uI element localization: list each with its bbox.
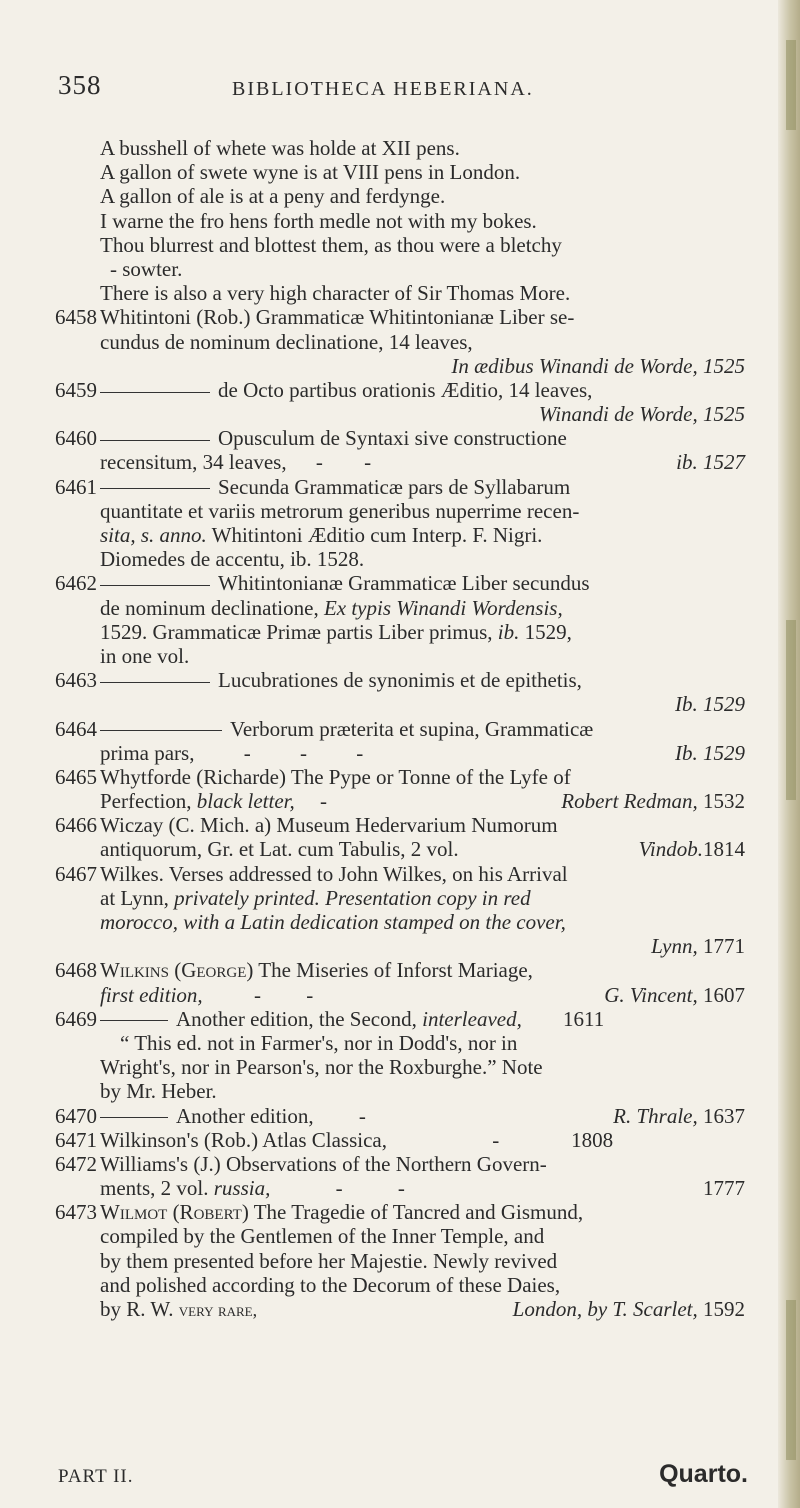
entry-text: first edition,: [100, 982, 203, 1007]
imprint: Lynn,: [651, 934, 698, 959]
ditto-rule: [100, 730, 222, 731]
entry-text: interleaved,: [422, 1006, 522, 1031]
verse-line: A gallon of swete wyne is at VIII pens in London.: [100, 160, 521, 185]
catalogue-entry-6467: [55, 862, 745, 886]
entry-text: Diomedes de accentu, ib. 1528.: [100, 547, 365, 572]
entry-number: 6471: [55, 1127, 97, 1152]
entry-text: cundus de nominum declinatione, 14 leaves,: [100, 329, 473, 354]
entry-number: 6468: [55, 958, 97, 983]
entry-text: de Octo partibus orationis Æditio, 14 leaves,: [218, 377, 593, 402]
entry-text: Another edition,: [176, 1103, 314, 1128]
entry-text: Williams's (J.) Observations of the Northern Govern-: [100, 1151, 547, 1176]
entry-number: 6465: [55, 764, 97, 789]
entry-line: [55, 596, 745, 620]
catalogue-entry-6471: [55, 1128, 745, 1152]
entry-line: [55, 741, 745, 765]
imprint: In ædibus Winandi de Worde, 1525: [451, 353, 745, 378]
entry-text: Perfection,: [100, 789, 192, 814]
entry-text: Whitintonianæ Grammaticæ Liber secundus: [218, 571, 590, 596]
ditto-rule: [100, 440, 210, 441]
entry-note: “ This ed. not in Farmer's, nor in Dodd's, nor in: [120, 1030, 518, 1055]
imprint: G. Vincent,: [604, 982, 698, 1007]
entry-date: 1611: [563, 1006, 605, 1031]
imprint: Ib. 1529: [675, 740, 745, 765]
entry-number: 6464: [55, 716, 97, 741]
entry-text: Wilkes. Verses addressed to John Wilkes, on his Arrival: [100, 861, 568, 886]
imprint: Ib. 1529: [675, 692, 745, 717]
entry-line: [55, 1176, 745, 1200]
entry-text: Another edition, the Second,: [176, 1006, 417, 1031]
entry-text: morocco, with a Latin dedication stamped on the cover,: [100, 910, 566, 934]
page-header: [58, 70, 558, 110]
author-name: Wilkins: [100, 958, 169, 983]
imprint: Ex typis Winandi Wordensis,: [323, 595, 563, 620]
entry-text: 1529. Grammaticæ Primæ partis Liber primus,: [100, 619, 493, 644]
entry-text: Wiczay (C. Mich. a) Museum Hedervarium Numorum: [100, 813, 558, 838]
entry-date: 1532: [703, 789, 745, 814]
leader-dash: -: [306, 982, 314, 1007]
verse-note: There is also a very high character of Sir Thomas More.: [100, 281, 571, 306]
leader-dash: -: [243, 740, 251, 765]
catalogue-entry-6470: [55, 1104, 745, 1128]
catalogue-entry-6460: [55, 426, 745, 450]
imprint: ib. 1527: [676, 450, 745, 475]
author-name: (Robert): [172, 1200, 249, 1225]
page-number: 358: [58, 70, 102, 100]
entry-imprint: [55, 692, 745, 716]
leader-dash: -: [397, 1176, 405, 1201]
entry-date: 1592: [703, 1297, 745, 1321]
edge-stain: [786, 620, 796, 800]
entry-text: compiled by the Gentlemen of the Inner Temple, and: [100, 1224, 545, 1249]
entry-text: 1529,: [524, 619, 572, 644]
entry-text: by them presented before her Majestie. Newly revived: [100, 1248, 558, 1273]
entry-line: [55, 886, 745, 910]
entry-text: Whytforde (Richarde) The Pype or Tonne of the Lyfe of: [100, 764, 571, 789]
entry-text: Opusculum de Syntaxi sive constructione: [218, 426, 567, 451]
entry-imprint: [55, 934, 745, 958]
leader-dash: -: [364, 450, 372, 475]
entry-note: by Mr. Heber.: [100, 1079, 217, 1104]
ditto-rule: [100, 488, 210, 489]
entry-line: [55, 450, 745, 474]
verse-line: A busshell of whete was holde at XII pens.: [100, 136, 460, 160]
entry-text: privately printed. Presentation copy in red: [174, 885, 531, 910]
catalogue-entry-6465: [55, 765, 745, 789]
edge-stain: [786, 40, 796, 130]
entry-text: Secunda Grammaticæ pars de Syllabarum: [218, 474, 571, 499]
verse-line: A gallon of ale is at a peny and ferdynge.: [100, 184, 446, 209]
entry-note: Wright's, nor in Pearson's, nor the Roxburghe.” Note: [100, 1055, 543, 1080]
entry-number: 6459: [55, 377, 97, 402]
imprint: Vindob.: [638, 837, 703, 862]
ditto-rule: [100, 585, 210, 586]
verse-line: I warne the fro hens forth medle not with my bokes.: [100, 208, 537, 233]
ditto-rule: [100, 1020, 168, 1021]
entry-text: russia,: [213, 1176, 271, 1201]
entry-line: [55, 910, 745, 934]
entry-date: 1808: [571, 1127, 614, 1152]
imprint: Winandi de Worde, 1525: [538, 402, 745, 427]
entry-text: ments, 2 vol.: [100, 1176, 209, 1201]
catalogue-entry-6466: [55, 813, 745, 837]
entry-line: [55, 789, 745, 813]
catalogue-entry-6459: [55, 378, 745, 402]
entry-text: at Lynn,: [100, 885, 169, 910]
page-edge: [778, 0, 800, 1508]
entry-text: in one vol.: [100, 643, 190, 668]
leader-dash: -: [320, 789, 328, 814]
entry-number: 6469: [55, 1006, 97, 1031]
entry-number: 6463: [55, 668, 97, 693]
entry-line: [55, 1297, 745, 1321]
leader-dash: -: [299, 740, 307, 765]
entry-imprint: [55, 354, 745, 378]
entry-imprint: [55, 402, 745, 426]
entry-text: recensitum, 34 leaves,: [100, 450, 287, 475]
entry-date: 1607: [703, 982, 745, 1007]
catalogue-entry-6458: [55, 305, 745, 329]
catalogue-entry-6463: [55, 668, 745, 692]
imprint: ib.: [497, 619, 520, 644]
catalogue-entry-6464: [55, 717, 745, 741]
entry-text: Whitintoni (Rob.) Grammaticæ Whitintonianæ Liber se-: [100, 305, 575, 330]
catalogue-entry-6473: [55, 1200, 745, 1224]
catalogue-entry-6472: [55, 1152, 745, 1176]
entry-text: The Tragedie of Tancred and Gismund,: [253, 1200, 584, 1225]
entry-number: 6470: [55, 1103, 97, 1128]
format-heading: Quarto.: [659, 1460, 748, 1488]
running-head: BIBLIOTHECA HEBERIANA.: [232, 78, 534, 100]
verse-line: - sowter.: [110, 256, 183, 281]
leader-dash: -: [358, 1103, 366, 1128]
entry-text: Verborum præterita et supina, Grammaticæ: [230, 716, 594, 741]
leader-dash: -: [315, 450, 323, 475]
entry-line: [55, 837, 745, 861]
catalogue-entry-6469: [55, 1007, 745, 1031]
entry-number: 6472: [55, 1151, 97, 1176]
entry-text: black letter,: [196, 789, 295, 814]
entry-number: 6461: [55, 474, 97, 499]
leader-dash: -: [356, 740, 364, 765]
entry-number: 6458: [55, 305, 97, 330]
entry-text: by R. W.: [100, 1297, 174, 1321]
leader-dash: -: [335, 1176, 343, 1201]
entry-text: antiquorum, Gr. et Lat. cum Tabulis, 2 vol.: [100, 837, 459, 862]
entry-date: 1777: [703, 1176, 745, 1201]
entry-text: de nominum declinatione,: [100, 595, 319, 620]
entry-text: quantitate et variis metrorum generibus nuperrime recen-: [100, 498, 580, 523]
leader-dash: -: [253, 982, 261, 1007]
entry-line: [55, 523, 745, 547]
rarity-note: very rare,: [178, 1300, 258, 1320]
catalogue-text: [55, 136, 745, 1321]
entry-text: sita, s. anno.: [100, 523, 207, 547]
entry-number: 6462: [55, 571, 97, 596]
entry-text: Whitintoni Æditio cum Interp. F. Nigri.: [211, 523, 543, 547]
author-name: Wilmot: [100, 1200, 168, 1225]
entry-line: [55, 620, 745, 644]
entry-text: Lucubrationes de synonimis et de epithetis,: [218, 668, 582, 693]
author-name: (George): [174, 958, 254, 983]
edge-stain: [786, 1300, 796, 1460]
entry-text: prima pars,: [100, 740, 195, 765]
imprint: London, by T. Scarlet,: [512, 1297, 698, 1321]
entry-number: 6473: [55, 1200, 97, 1225]
entry-number: 6460: [55, 426, 97, 451]
part-signature: PART II.: [58, 1466, 134, 1487]
entry-date: 1637: [703, 1103, 745, 1128]
entry-number: 6466: [55, 813, 97, 838]
verse-line: Thou blurrest and blottest them, as thou were a bletchy: [100, 232, 562, 257]
entry-text: The Miseries of Inforst Mariage,: [258, 958, 533, 983]
entry-date: 1771: [703, 934, 745, 959]
page-footer: [58, 1460, 748, 1494]
entry-number: 6467: [55, 861, 97, 886]
catalogue-entry-6462: [55, 571, 745, 595]
entry-line: [55, 983, 745, 1007]
leader-dash: -: [492, 1127, 500, 1152]
ditto-rule: [100, 682, 210, 683]
ditto-rule: [100, 1117, 168, 1118]
entry-text: Wilkinson's (Rob.) Atlas Classica,: [100, 1127, 388, 1152]
entry-date: 1814: [703, 837, 745, 862]
ditto-rule: [100, 392, 210, 393]
catalogue-entry-6461: [55, 475, 745, 499]
catalogue-entry-6468: [55, 958, 745, 982]
imprint: Robert Redman,: [561, 789, 698, 814]
entry-text: and polished according to the Decorum of these Daies,: [100, 1272, 561, 1297]
imprint: R. Thrale,: [613, 1103, 698, 1128]
